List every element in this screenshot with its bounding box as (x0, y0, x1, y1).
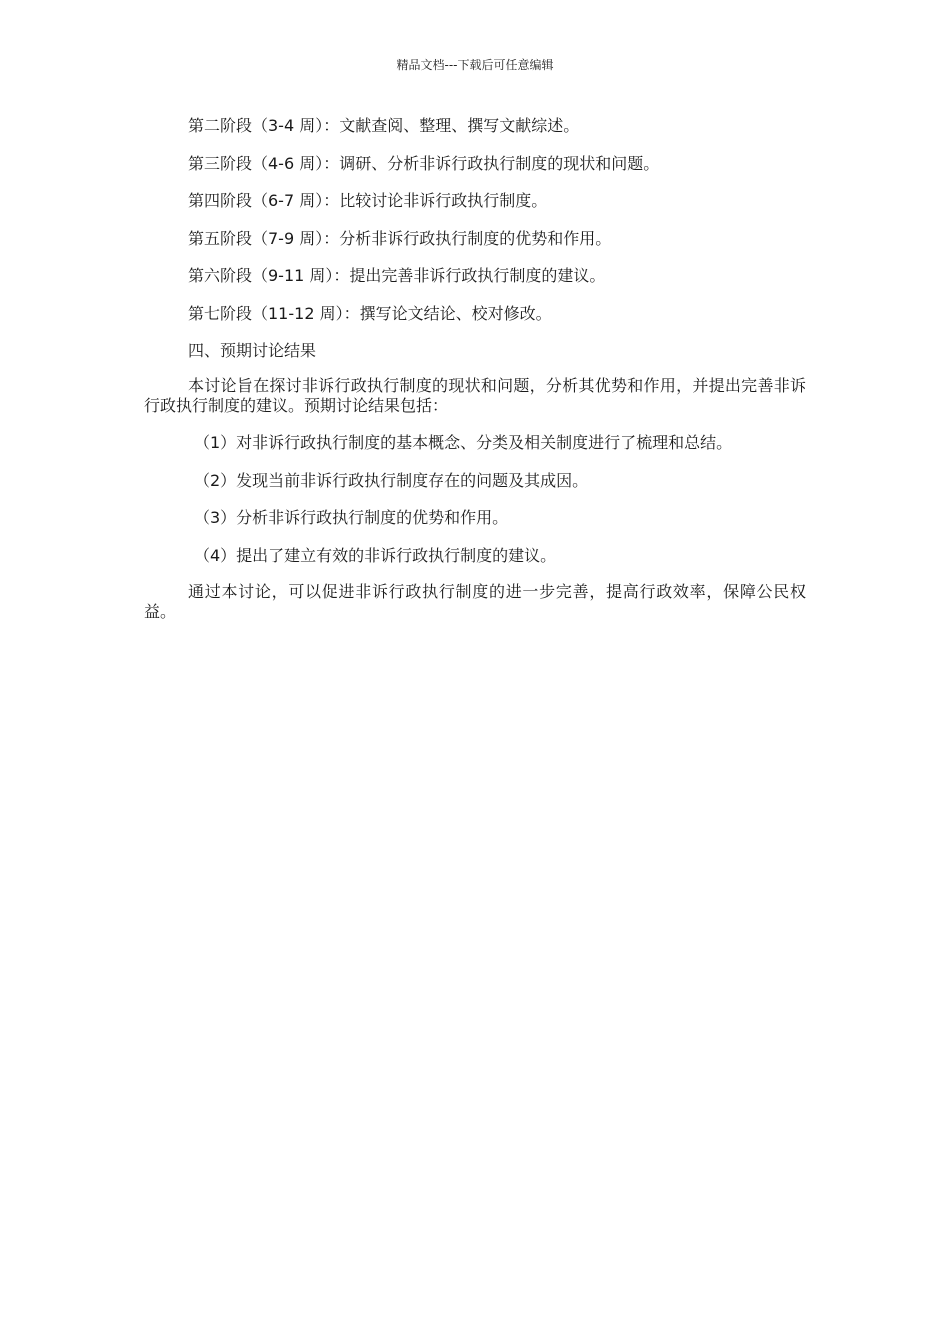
stage-line: 第五阶段（7-9 周）：分析非诉行政执行制度的优势和作用。 (188, 228, 612, 248)
page-header: 精品文档---下载后可任意编辑 (396, 58, 554, 72)
document-body (144, 115, 806, 638)
result-item: （3）分析非诉行政执行制度的优势和作用。 (194, 508, 509, 527)
stage-line: 第六阶段（9-11 周）：提出完善非诉行政执行制度的建议。 (188, 266, 606, 285)
result-item: （4）提出了建立有效的非诉行政执行制度的建议。 (194, 545, 557, 565)
stage-line: 第七阶段（11-12 周）：撰写论文结论、校对修改。 (188, 303, 552, 323)
result-item: （2）发现当前非诉行政执行制度存在的问题及其成因。 (194, 470, 589, 490)
conclusion-paragraph: 通过本讨论，可以促进非诉行政执行制度的进一步完善，提高行政效率，保障公民权益。 (144, 582, 806, 621)
intro-paragraph: 本讨论旨在探讨非诉行政执行制度的现状和问题，分析其优势和作用，并提出完善非诉行政执行制度的建议。预期讨论结果包括： (144, 376, 806, 415)
section-heading: 四、预期讨论结果 (188, 341, 317, 360)
stage-line: 第四阶段（6-7 周）：比较讨论非诉行政执行制度。 (188, 191, 548, 210)
stage-line: 第二阶段（3-4 周）：文献查阅、整理、撰写文献综述。 (188, 116, 580, 135)
result-item: （1）对非诉行政执行制度的基本概念、分类及相关制度进行了梳理和总结。 (194, 433, 733, 452)
stage-line: 第三阶段（4-6 周）：调研、分析非诉行政执行制度的现状和问题。 (188, 153, 660, 173)
